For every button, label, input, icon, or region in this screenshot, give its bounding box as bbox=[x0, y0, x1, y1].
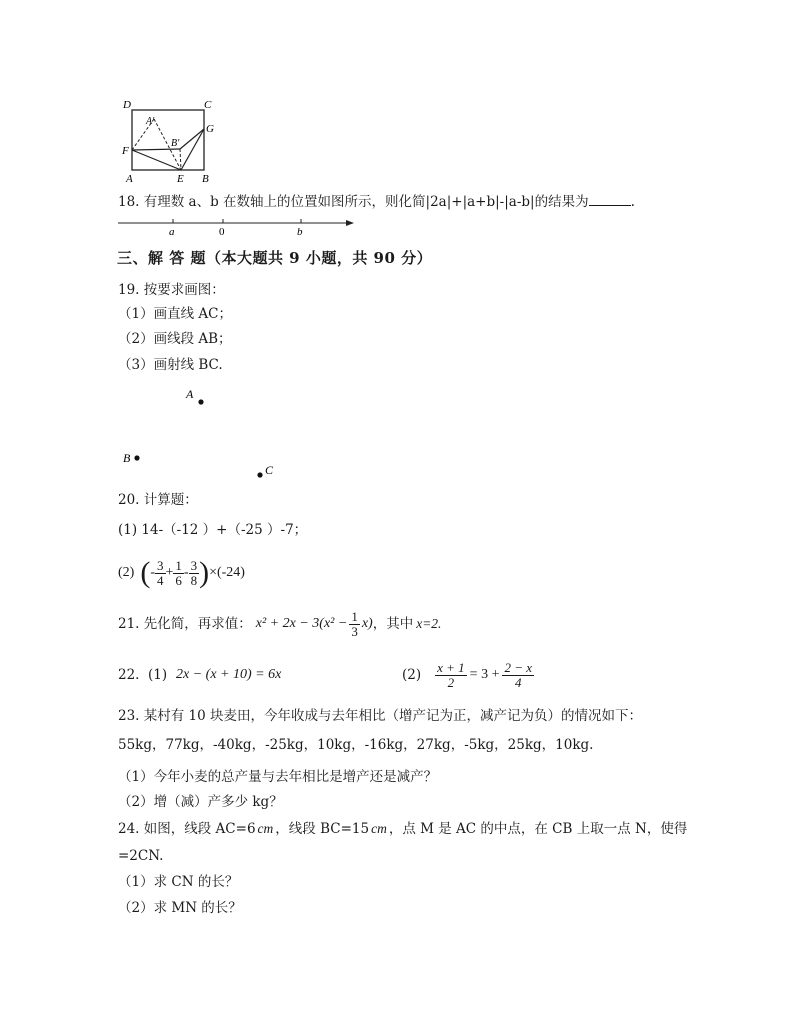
q19-item-3: （3）画射线 BC. bbox=[118, 357, 223, 373]
multiply-tail: ×(-24) bbox=[209, 565, 245, 580]
q19-stem: 19. 按要求画图： bbox=[118, 282, 225, 298]
segment-eg bbox=[181, 129, 204, 170]
point-b-label: B bbox=[123, 451, 131, 465]
q21-expr-a: x² + 2x − 3(x² − bbox=[255, 616, 348, 631]
plus-sign: + bbox=[165, 565, 174, 580]
q18-text: 18. 有理数 a、b 在数轴上的位置如图所示，则化简|2a|+|a+b|-|a-b|的结果为 bbox=[118, 194, 589, 210]
q20-part1: (1) 14-（-12 ）+（-25 ）-7； bbox=[118, 522, 308, 538]
points-figure bbox=[118, 383, 288, 483]
q24-line1 bbox=[118, 820, 687, 838]
q21-cond: x=2. bbox=[416, 616, 442, 631]
fraction-3-8: $\frac{3}{8}$ bbox=[190, 557, 198, 588]
unit-cm-1: cm bbox=[257, 821, 274, 836]
answer-blank bbox=[589, 193, 631, 206]
label-b-prime: B' bbox=[171, 138, 180, 149]
point-b bbox=[134, 455, 139, 460]
segment-b-prime-g bbox=[180, 129, 204, 149]
minus-sign: - bbox=[150, 565, 155, 580]
q22-p1-label: (1) bbox=[148, 667, 168, 683]
rectangle-abcd bbox=[132, 110, 204, 170]
label-a-prime: A' bbox=[146, 116, 155, 127]
q22-p2-label: (2) bbox=[402, 667, 422, 683]
segment-fe bbox=[132, 150, 181, 170]
q24-line1-a: 24. 如图，线段 AC=6 bbox=[118, 821, 256, 837]
question-18 bbox=[118, 193, 635, 211]
minus-sign-2: - bbox=[183, 565, 189, 580]
q20-part2-label: (2) bbox=[118, 565, 135, 580]
q19-item-1: （1）画直线 AC； bbox=[118, 306, 232, 322]
fraction-2-minus-x-over-4: $\frac{2 - x}{4}$ bbox=[504, 659, 533, 690]
point-a-label: A bbox=[186, 387, 194, 401]
point-c-label: C bbox=[265, 463, 274, 477]
label-c: C bbox=[204, 99, 212, 111]
q20-stem: 20. 计算题： bbox=[118, 492, 198, 508]
fraction-3-4: $\frac{3}{4}$ bbox=[157, 557, 164, 588]
tick-label-b: b bbox=[297, 226, 303, 238]
fold-figure bbox=[118, 95, 218, 185]
fraction-1-3: $\frac{1}{3}$ bbox=[351, 608, 358, 639]
unit-cm-2: cm bbox=[371, 821, 387, 836]
q24-item-1: （1）求 CN 的长？ bbox=[118, 874, 239, 890]
section-title: 三、解 答 题（本大题共 9 小题，共 90 分） bbox=[117, 249, 433, 267]
q21-prefix: 21. 先化简，再求值： bbox=[118, 616, 252, 632]
q23-stem: 23. 某村有 10 块麦田，今年收成与去年相比（增产记为正，减产记为负）的情况如下： bbox=[118, 708, 643, 724]
point-c bbox=[257, 472, 262, 477]
fraction-1-6: $\frac{1}{6}$ bbox=[175, 557, 182, 588]
q24-line1-c: ，点 M 是 AC 的中点，在 CB 上取一点 N，使得 bbox=[388, 821, 688, 837]
label-d: D bbox=[123, 99, 131, 111]
q21-expr-b: x) bbox=[361, 616, 373, 631]
q23-item-1: （1）今年小麦的总产量与去年相比是增产还是减产？ bbox=[118, 769, 438, 785]
point-a bbox=[198, 399, 203, 404]
label-b: B bbox=[202, 173, 209, 185]
q22-label: 22. bbox=[118, 667, 140, 683]
tick-label-a: a bbox=[169, 226, 175, 238]
q24-item-2: （2）求 MN 的长？ bbox=[118, 900, 242, 916]
q22-p2-mid: = 3 + bbox=[469, 667, 500, 682]
label-a: A bbox=[126, 173, 133, 185]
question-21 bbox=[118, 605, 441, 643]
q20-part2 bbox=[118, 553, 245, 593]
q19-item-2: （2）画线段 AB； bbox=[118, 331, 232, 347]
q23-data: 55kg，77kg，-40kg，-25kg，10kg，-16kg，27kg，-5kg，25kg，10kg. bbox=[118, 737, 594, 753]
q18-end: . bbox=[630, 194, 635, 210]
q22-part2 bbox=[402, 655, 534, 695]
axis-arrow bbox=[346, 220, 354, 226]
label-g: G bbox=[206, 123, 214, 135]
dashed-b-prime-e bbox=[180, 149, 181, 170]
label-e: E bbox=[177, 173, 184, 185]
segment-fb-prime bbox=[132, 149, 180, 150]
label-f: F bbox=[122, 145, 129, 157]
q24-line1-b: ，线段 BC=15 bbox=[275, 821, 370, 837]
tick-label-zero: 0 bbox=[219, 226, 225, 238]
left-paren: ( bbox=[140, 556, 151, 589]
q22-p1-expr: 2x − (x + 10) = 6x bbox=[176, 667, 282, 682]
q24-line2: =2CN. bbox=[118, 848, 164, 864]
question-22 bbox=[118, 655, 678, 695]
fraction-x-plus-1-over-2: $\frac{x + 1}{2}$ bbox=[437, 659, 465, 690]
q21-suffix: ，其中 bbox=[372, 616, 414, 632]
number-line bbox=[118, 216, 358, 238]
q23-item-2: （2）增（减）产多少 kg？ bbox=[118, 794, 283, 810]
right-paren: ) bbox=[199, 556, 210, 589]
